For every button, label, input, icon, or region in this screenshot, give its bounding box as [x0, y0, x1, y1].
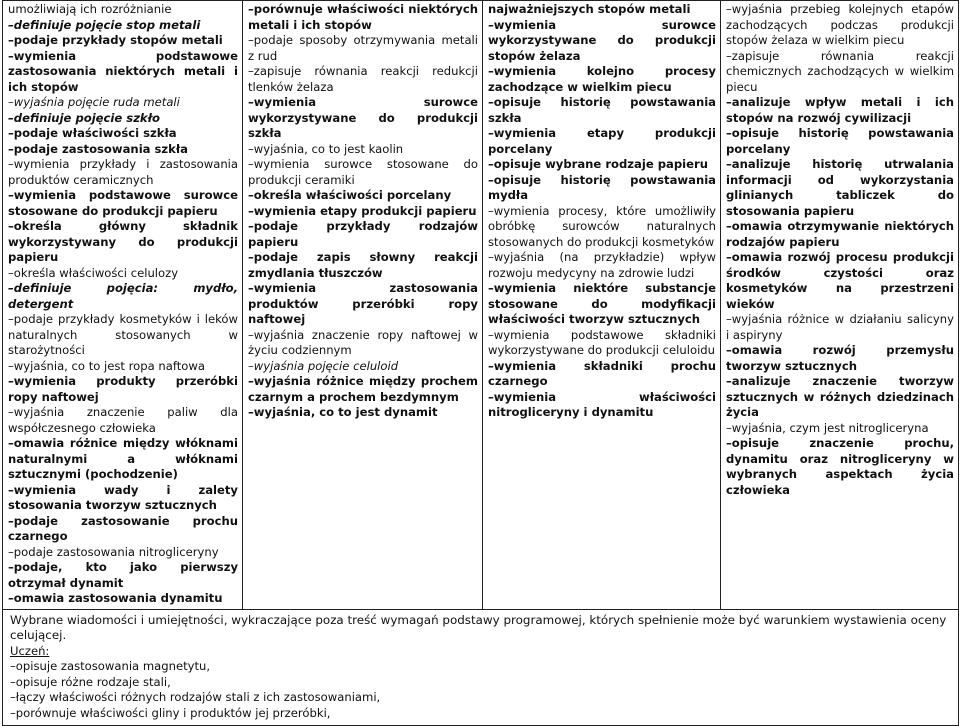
- requirement-item: –wymienia procesy, które umożliwiły obróbkę surowców naturalnych stosowanych do produkcji kosmetyków: [488, 203, 716, 249]
- requirement-item: –wyjaśnia pojęcie ruda metali: [8, 95, 180, 109]
- requirement-item: –wymienia surowce wykorzystywane do produkcji stopów żelaza: [488, 17, 716, 63]
- requirement-item: –wymienia wady i zalety stosowania tworzyw sztucznych: [8, 482, 238, 512]
- requirement-item: –podaje zastosowania szkła: [8, 141, 189, 156]
- requirement-item: –wyjaśnia, co to jest kaolin: [248, 141, 404, 156]
- requirement-item: –wymienia produkty przeróbki ropy naftowej: [8, 374, 238, 404]
- requirement-item: –wymienia podstawowe surowce stosowane do produkcji papieru: [8, 188, 238, 218]
- requirement-item: –określa właściwości celulozy: [8, 265, 179, 280]
- requirement-item: –określa główny składnik wykorzystywany do produkcji papieru: [8, 219, 238, 264]
- requirement-item: –wymienia surowce stosowane do produkcji ceramiki: [248, 157, 478, 187]
- requirement-item: –omawia rozwój procesu produkcji środków czystości oraz kosmetyków na przestrzeni wieków: [726, 250, 954, 311]
- requirement-item: –wyjaśnia przebieg kolejnych etapów zachodzących podczas produkcji stopów żelaza w wielkim piecu: [726, 2, 954, 47]
- requirements-column-4: [721, 1, 959, 610]
- requirements-column-2: [243, 1, 483, 610]
- requirement-item: –podaje przykłady kosmetyków i leków naturalnych stosowanych w starożytności: [8, 312, 238, 357]
- requirement-item: –podaje sposoby otrzymywania metali z rud: [248, 33, 478, 63]
- requirement-item: –definiuje pojęcie stop metali: [8, 17, 201, 32]
- requirement-item: –wyjaśnia (na przykładzie) wpływ rozwoju medycyny na zdrowie ludzi: [488, 250, 716, 280]
- requirement-item: –wyjaśnia różnice w działaniu salicyny i aspiryny: [726, 312, 954, 342]
- requirement-item: –definiuje pojęcie szkło: [8, 110, 160, 125]
- requirement-item: –wymienia przykłady i zastosowania produktów ceramicznych: [8, 157, 238, 187]
- requirement-item: –wyjaśnia znaczenie ropy naftowej w życiu codziennym: [248, 327, 478, 357]
- requirement-item: –podaje zastosowania nitrogliceryny: [8, 544, 219, 559]
- requirement-item: –podaje właściwości szkła: [8, 126, 177, 140]
- requirement-item: –podaje przykłady stopów metali: [8, 33, 223, 47]
- requirement-item: –wymienia etapy produkcji porcelany: [488, 126, 716, 156]
- excellent-grade-intro: Wybrane wiadomości i umiejętności, wykraczające poza treść wymagań podstawy programowej, których spełnienie może być warunkiem wystawienia oceny celującej.: [10, 612, 947, 643]
- requirement-item: najważniejszych stopów metali: [488, 2, 691, 16]
- requirement-item: –omawia otrzymywanie niektórych rodzajów papieru: [726, 219, 954, 249]
- requirement-item: –wyjaśnia, co to jest ropa naftowa: [8, 358, 205, 373]
- requirement-item: –analizuje znaczenie tworzyw sztucznych w różnych dziedzinach życia: [726, 374, 954, 419]
- requirement-item: –podaje zastosowanie prochu czarnego: [8, 513, 238, 543]
- requirement-item: –wymienia etapy produkcji papieru: [248, 203, 477, 218]
- requirement-item: –opisuje wybrane rodzaje papieru: [488, 157, 708, 171]
- requirement-item: –definiuje pojęcia: mydło, detergent: [8, 281, 238, 311]
- requirement-item: umożliwiają ich rozróżnianie: [8, 2, 172, 16]
- requirement-item: –wymienia niektóre substancje stosowane do modyfikacji właściwości tworzyw sztucznych: [488, 281, 716, 326]
- requirement-item: –wymienia podstawowe zastosowania niektórych metali i ich stopów: [8, 48, 238, 94]
- requirement-item: –podaje przykłady rodzajów papieru: [248, 219, 478, 249]
- requirement-item: –określa właściwości porcelany: [248, 188, 452, 202]
- requirement-item: –wyjaśnia, czym jest nitrogliceryna: [726, 420, 929, 435]
- requirement-item: –opisuje historię powstawania porcelany: [726, 126, 954, 156]
- requirement-item: –wymienia surowce wykorzystywane do produkcji szkła: [248, 95, 478, 140]
- footer-item: –opisuje zastosowania magnetytu,: [10, 659, 211, 674]
- requirement-item: –porównuje właściwości niektórych metali i ich stopów: [248, 2, 478, 32]
- requirement-item: –wyjaśnia, co to jest dynamit: [248, 405, 438, 419]
- requirements-column-1: [3, 1, 243, 610]
- requirement-item: –wymienia podstawowe składniki wykorzystywane do produkcji celuloidu: [488, 327, 716, 357]
- requirement-item: –opisuje historię powstawania mydła: [488, 172, 716, 202]
- requirement-item: –zapisuje równania reakcji chemicznych zachodzących w wielkim piecu: [726, 48, 954, 94]
- requirement-item: –wymienia właściwości nitrogliceryny i dynamitu: [488, 389, 716, 419]
- requirement-item: –opisuje historię powstawania szkła: [488, 95, 716, 125]
- requirement-item: –wymienia zastosowania produktów przeróbki ropy naftowej: [248, 281, 478, 326]
- requirement-item: –podaje, kto jako pierwszy otrzymał dynamit: [8, 560, 238, 590]
- requirement-item: –omawia rozwój przemysłu tworzyw sztucznych: [726, 343, 954, 373]
- requirement-item: –wymienia kolejno procesy zachodzące w wielkim piecu: [488, 64, 716, 94]
- requirement-item: –opisuje znaczenie prochu, dynamitu oraz nitrogliceryny w wybranych aspektach życia człowieka: [726, 436, 954, 497]
- excellent-grade-requirements: [3, 609, 959, 725]
- requirement-item: –wyjaśnia różnice między prochem czarnym a prochem bezdymnym: [248, 374, 478, 404]
- requirement-item: –omawia zastosowania dynamitu: [8, 591, 223, 605]
- requirement-item: –wyjaśnia pojęcie celuloid: [248, 358, 399, 373]
- requirements-column-3: [483, 1, 721, 610]
- requirements-table: [2, 0, 959, 726]
- requirement-item: –analizuje wpływ metali i ich stopów na rozwój cywilizacji: [726, 95, 954, 125]
- footer-item: –łączy właściwości różnych rodzajów stali z ich zastosowaniami,: [10, 690, 381, 705]
- requirement-item: –analizuje historię utrwalania informacji od wykorzystania glinianych tabliczek do stosowania papieru: [726, 157, 954, 218]
- student-label: Uczeń:: [10, 643, 50, 658]
- requirement-item: –wyjaśnia znaczenie paliw dla współczesnego człowieka: [8, 405, 238, 435]
- requirement-item: –omawia różnice między włóknami naturalnymi a włóknami sztucznymi (pochodzenie): [8, 436, 238, 481]
- footer-item: –porównuje właściwości gliny i produktów jej przeróbki,: [10, 706, 331, 721]
- requirement-item: –zapisuje równania reakcji redukcji tlenków żelaza: [248, 64, 478, 94]
- requirement-item: –podaje zapis słowny reakcji zmydlania tłuszczów: [248, 250, 478, 280]
- requirement-item: –wymienia składniki prochu czarnego: [488, 358, 716, 388]
- footer-item: –opisuje różne rodzaje stali,: [10, 674, 171, 689]
